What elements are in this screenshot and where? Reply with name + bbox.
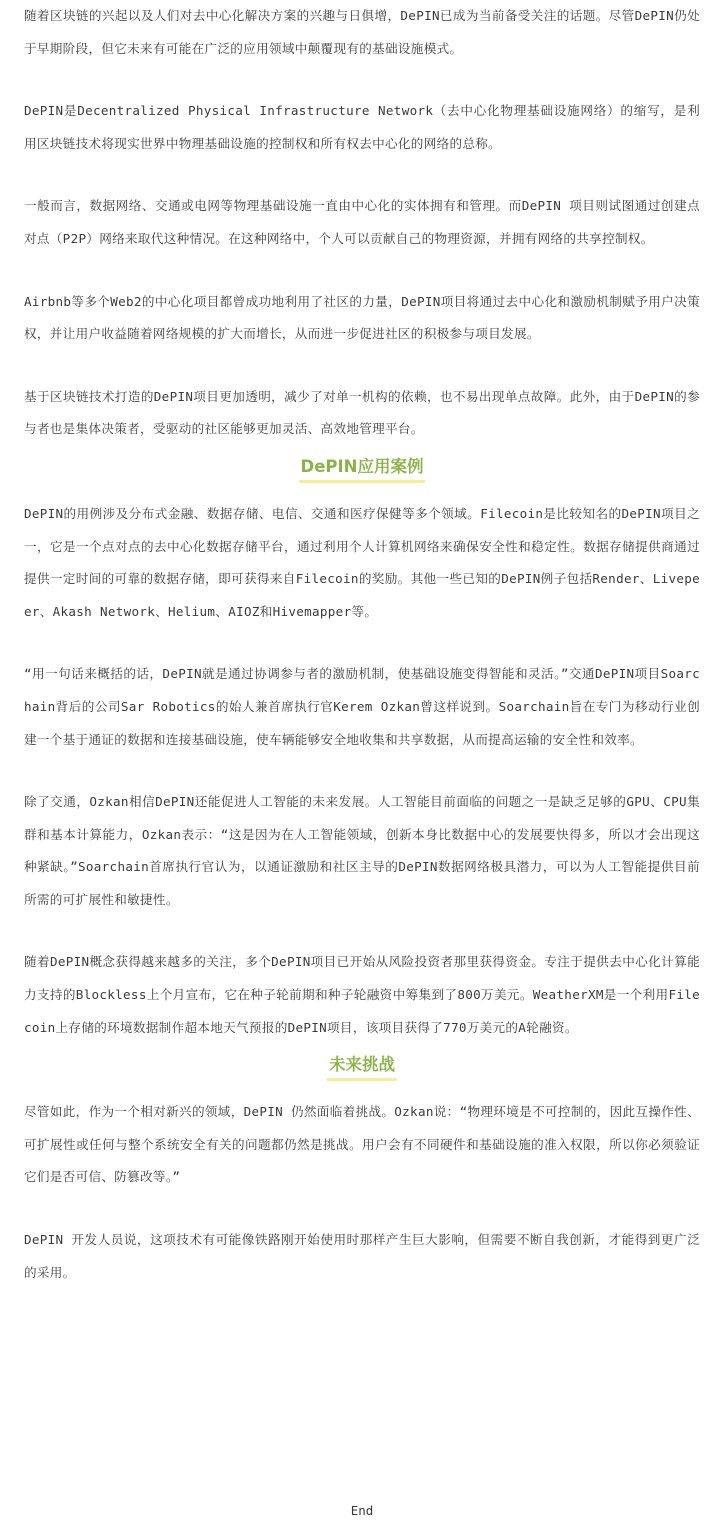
paragraph-outlook: DePIN 开发人员说，这项技术有可能像铁路刚开始使用时那样产生巨大影响，但需要不断自我创新，才能得到更广泛的采用。 [24, 1232, 700, 1280]
section-heading-challenges-wrap [24, 1044, 700, 1096]
section-heading-use-cases-wrap [24, 446, 700, 498]
paragraph-transparency: 基于区块链技术打造的DePIN项目更加透明，减少了对单一机构的依赖，也不易出现单点故障。此外，由于DePIN的参与者也是集体决策者，受驱动的社区能够更加灵活、高效地管理平台。 [24, 388, 700, 437]
paragraph-p2p: 一般而言，数据网络、交通或电网等物理基础设施一直由中心化的实体拥有和管理。而DePIN 项目则试图通过创建点对点（P2P）网络来取代这种情况。在这种网络中，个人可以贡献自己的物理资源，并拥有网络的共享控制权。 [24, 198, 700, 246]
paragraph-intro: 随着区块链的兴起以及人们对去中心化解决方案的兴趣与日俱增，DePIN已成为当前备受关注的话题。尽管DePIN仍处于早期阶段，但它未来有可能在广泛的应用领域中颠覆现有的基础设施模式。 [24, 8, 700, 56]
article-body [24, 0, 700, 1289]
paragraph-ai: 除了交通，Ozkan相信DePIN还能促进人工智能的未来发展。人工智能目前面临的问题之一是缺乏足够的GPU、CPU集群和基本计算能力，Ozkan表示：“这是因为在人工智能领域，创新本身比数据中心的发展要快得多，所以才会出现这种紧缺。”Soarchain首席执行官认为，以通证激励和社区主导的DePIN数据网络极具潜力，可以为人工智能提供目前所需的可扩展性和敏捷性。 [24, 794, 700, 907]
paragraph-definition: DePIN是Decentralized Physical Infrastructure Network（去中心化物理基础设施网络）的缩写，是利用区块链技术将现实世界中物理基础设施的控制权和所有权去中心化的网络的总称。 [24, 103, 700, 151]
section-heading-use-cases: DePIN应用案例 [299, 456, 426, 483]
paragraph-challenges: 尽管如此，作为一个相对新兴的领域，DePIN 仍然面临着挑战。Ozkan说：“物理环境是不可控制的，因此互操作性、可扩展性或任何与整个系统安全有关的问题都仍然是挑战。用户会有不同硬件和基础设施的准入权限，所以你必须验证它们是否可信、防篡改等。” [24, 1104, 700, 1185]
paragraph-community: Airbnb等多个Web2的中心化项目都曾成功地利用了社区的力量，DePIN项目将通过去中心化和激励机制赋予用户决策权，并让用户收益随着网络规模的扩大而增长，从而进一步促进社区的积极参与项目发展。 [24, 293, 700, 342]
section-heading-challenges: 未来挑战 [327, 1054, 397, 1081]
paragraph-quote: “用一句话来概括的话，DePIN就是通过协调参与者的激励机制，使基础设施变得智能和灵活。”交通DePIN项目Soarchain背后的公司Sar Robotics的始人兼首席执行官Kerem Ozkan曾这样说到。Soarchain旨在专门为移动行业创建一个基于通证的数据和连接基础设施，使车辆能够安全地收集和共享数据，从而提高运输的安全性和效率。 [24, 666, 700, 747]
paragraph-funding: 随着DePIN概念获得越来越多的关注，多个DePIN项目已开始从风险投资者那里获得资金。专注于提供去中心化计算能力支持的Blockless上个月宣布，它在种子轮前期和种子轮融资中筹集到了800万美元。WeatherXM是一个利用Filecoin上存储的环境数据制作超本地天气预报的DePIN项目，该项目获得了770万美元的A轮融资。 [24, 954, 700, 1035]
end-marker: End [350, 1503, 374, 1518]
paragraph-use-cases: DePIN的用例涉及分布式金融、数据存储、电信、交通和医疗保健等多个领域。Filecoin是比较知名的DePIN项目之一，它是一个点对点的去中心化数据存储平台，通过利用个人计算机网络来确保安全性和稳定性。数据存储提供商通过提供一定时间的可靠的数据存储，即可获得来自Filecoin的奖励。其他一些已知的DePIN例子包括Render、Livepeer、Akash Network、Helium、AIOZ和Hivemapper等。 [24, 505, 700, 619]
